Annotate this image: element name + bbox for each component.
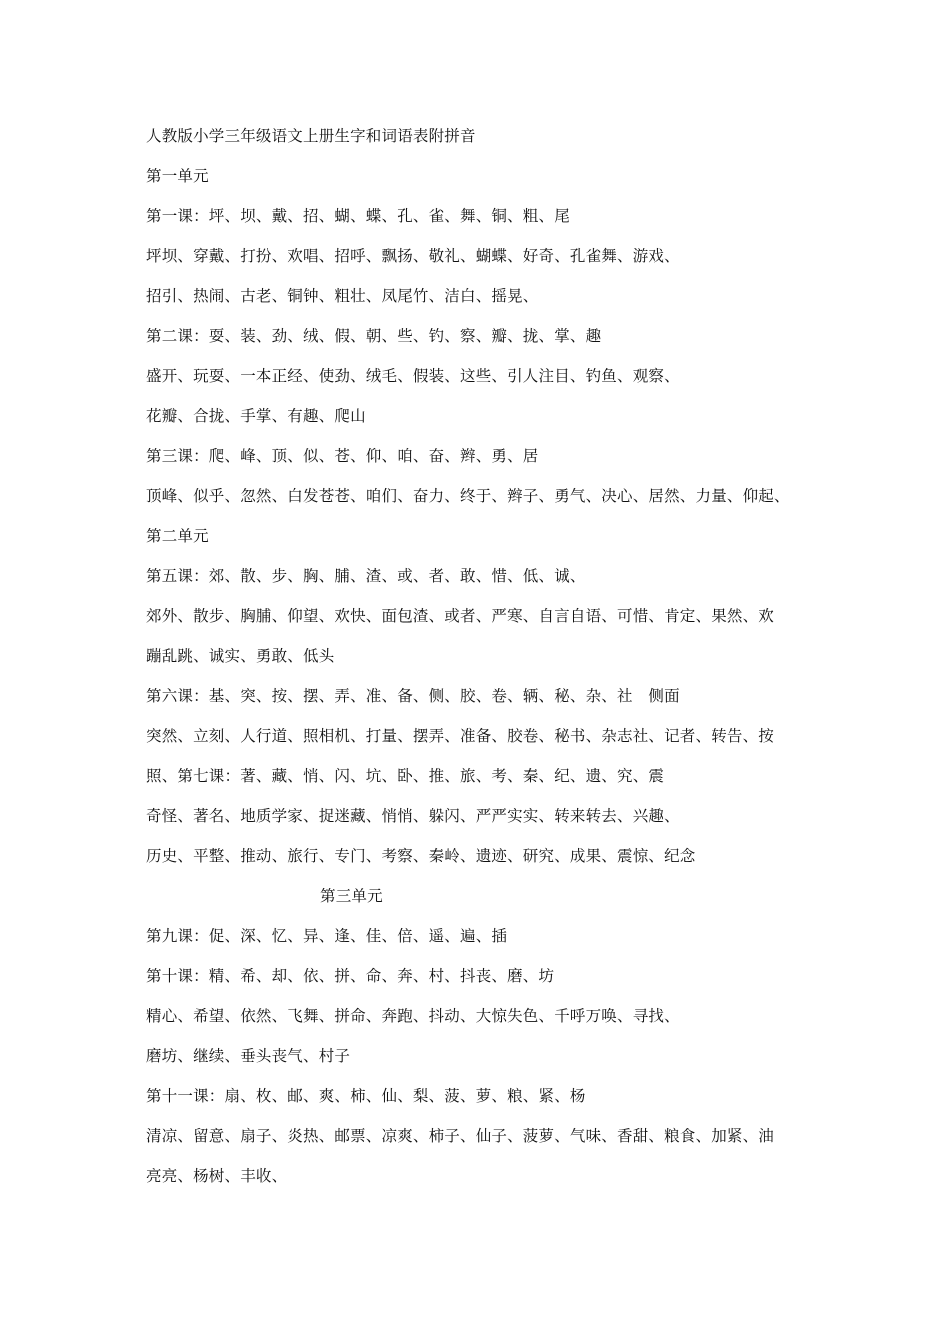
text-line: 照、第七课：著、藏、悄、闪、坑、卧、推、旅、考、秦、纪、遗、究、震: [146, 767, 665, 785]
text-line: 花瓣、合拢、手掌、有趣、爬山: [146, 407, 366, 425]
document-title: 人教版小学三年级语文上册生字和词语表附拼音: [146, 127, 476, 145]
text-line: 第二单元: [146, 527, 209, 545]
text-line: 磨坊、继续、垂头丧气、村子: [146, 1047, 351, 1065]
text-line: 郊外、散步、胸脯、仰望、欢快、面包渣、或者、严寒、自言自语、可惜、肯定、果然、欢: [146, 607, 775, 625]
text-line: 招引、热闹、古老、铜钟、粗壮、凤尾竹、洁白、摇晃、: [146, 287, 539, 305]
document-body: [146, 166, 826, 1206]
text-line: 清凉、留意、扇子、炎热、邮票、凉爽、柿子、仙子、菠萝、气味、香甜、粮食、加紧、油: [146, 1127, 775, 1145]
text-line: 第五课：郊、散、步、胸、脯、渣、或、者、敢、惜、低、诚、: [146, 567, 586, 585]
text-line: 第九课：促、深、忆、异、逢、佳、倍、遥、遍、插: [146, 927, 508, 945]
text-line: 亮亮、杨树、丰收、: [146, 1167, 288, 1185]
text-line: 突然、立刻、人行道、照相机、打量、摆弄、准备、胶卷、秘书、杂志社、记者、转告、按: [146, 727, 775, 745]
text-line: 第二课：耍、装、劲、绒、假、朝、些、钓、察、瓣、拢、掌、趣: [146, 327, 602, 345]
text-line: 蹦乱跳、诚实、勇敢、低头: [146, 647, 335, 665]
document-page: [146, 126, 826, 1206]
text-line: 盛开、玩耍、一本正经、使劲、绒毛、假装、这些、引人注目、钓鱼、观察、: [146, 367, 680, 385]
text-line: 第一课：坪、坝、戴、招、蝴、蝶、孔、雀、舞、铜、粗、尾: [146, 207, 570, 225]
text-line: 顶峰、似乎、忽然、白发苍苍、咱们、奋力、终于、辫子、勇气、决心、居然、力量、仰起、: [146, 487, 790, 505]
text-line: 第三课：爬、峰、顶、似、苍、仰、咱、奋、辫、勇、居: [146, 447, 539, 465]
text-line: 坪坝、穿戴、打扮、欢唱、招呼、飘扬、敬礼、蝴蝶、好奇、孔雀舞、游戏、: [146, 247, 680, 265]
text-line: 精心、希望、依然、飞舞、拼命、奔跑、抖动、大惊失色、千呼万唤、寻找、: [146, 1007, 680, 1025]
text-line: 第三单元: [320, 887, 383, 905]
text-line: 历史、平整、推动、旅行、专门、考察、秦岭、遗迹、研究、成果、震惊、纪念: [146, 847, 696, 865]
text-line: 奇怪、著名、地质学家、捉迷藏、悄悄、躲闪、严严实实、转来转去、兴趣、: [146, 807, 680, 825]
text-line: 第十一课：扇、枚、邮、爽、柿、仙、梨、菠、萝、粮、紧、杨: [146, 1087, 586, 1105]
text-line: 第一单元: [146, 167, 209, 185]
text-line: 第十课：精、希、却、依、拼、命、奔、村、抖丧、磨、坊: [146, 967, 555, 985]
text-line: 第六课：基、突、按、摆、弄、准、备、侧、胶、卷、辆、秘、杂、社 侧面: [146, 687, 680, 705]
